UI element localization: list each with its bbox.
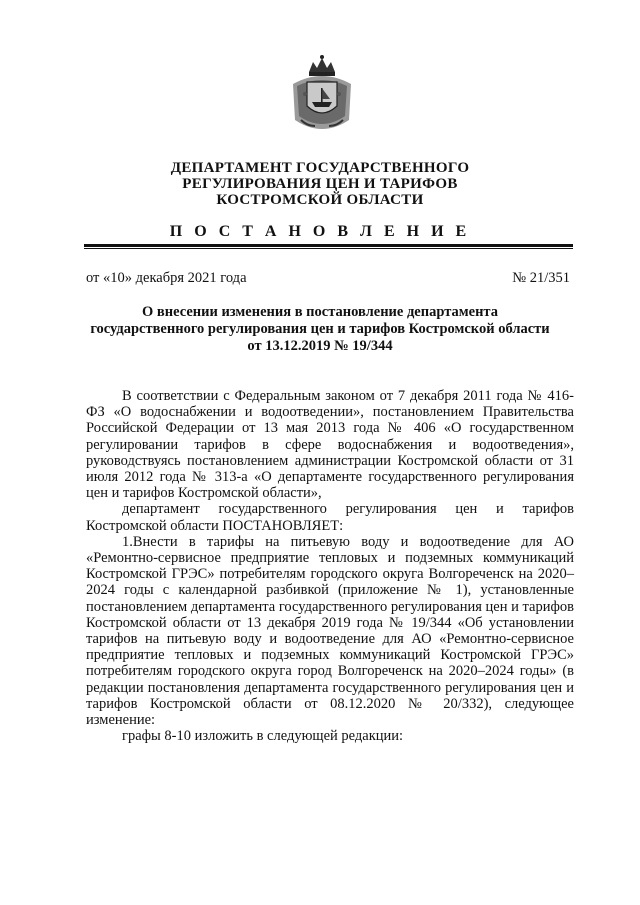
coat-of-arms-emblem (287, 54, 357, 136)
body-paragraph-preamble: В соответствии с Федеральным законом от 7 декабря 2011 года № 416-ФЗ «О водоснабжении и водоотведении», постановлением Правительства Российской Федерации от 13 мая 2013 года № 406 «О государственном регулировании тарифов в сфере водоснабжения и водоотведения», руководствуясь постановлением администрации Костромской области от 31 июля 2012 года № 313-а «О департаменте государственного регулирования цен и тарифов Костромской области», (86, 388, 574, 502)
decree-date: от «10» декабря 2021 года (86, 270, 247, 286)
decree-body (86, 388, 574, 744)
subject-line-3: от 13.12.2019 № 19/344 (247, 338, 393, 354)
subject-line-2: государственного регулирования цен и тарифов Костромской области (90, 321, 550, 337)
header-rule-thick (84, 244, 573, 247)
body-paragraph-item-1: 1.Внести в тарифы на питьевую воду и водоотведение для АО «Ремонтно-сервисное предприятие тепловых и подземных коммуникаций Костромской ГРЭС» потребителям городского округа Волгореченск на 2020–2024 годы с календарной разбивкой (приложение № 1), установленные постановлением департамента государственного регулирования цен и тарифов Костромской области от 13 декабря 2019 года № 19/344 «Об установлении тарифов на питьевую воду и водоотведение для АО «Ремонтно-сервисное предприятие тепловых и подземных коммуникаций Костромской ГРЭС» потребителям городского округа город Волгореченск на 2020–2024 годы» (в редакции постановления департамента государственного регулирования цен и тарифов Костромской области от 08.12.2020 № 20/332), следующее изменение: (86, 533, 574, 729)
document-type-title: П О С Т А Н О В Л Е Н И Е (169, 223, 471, 240)
department-name-line-1: ДЕПАРТАМЕНТ ГОСУДАРСТВЕННОГО (170, 160, 470, 176)
department-name-line-3: КОСТРОМСКОЙ ОБЛАСТИ (216, 192, 424, 208)
body-paragraph-columns: графы 8-10 изложить в следующей редакции: (122, 728, 404, 745)
subject-line-1: О внесении изменения в постановление департамента (142, 304, 498, 320)
body-paragraph-resolves: департамент государственного регулирования цен и тарифов Костромской области ПОСТАНОВЛЯЕТ: (86, 501, 574, 534)
decree-number: № 21/351 (512, 270, 570, 286)
department-name-line-2: РЕГУЛИРОВАНИЯ ЦЕН И ТАРИФОВ (182, 176, 458, 192)
header-rule-thin (84, 248, 573, 249)
